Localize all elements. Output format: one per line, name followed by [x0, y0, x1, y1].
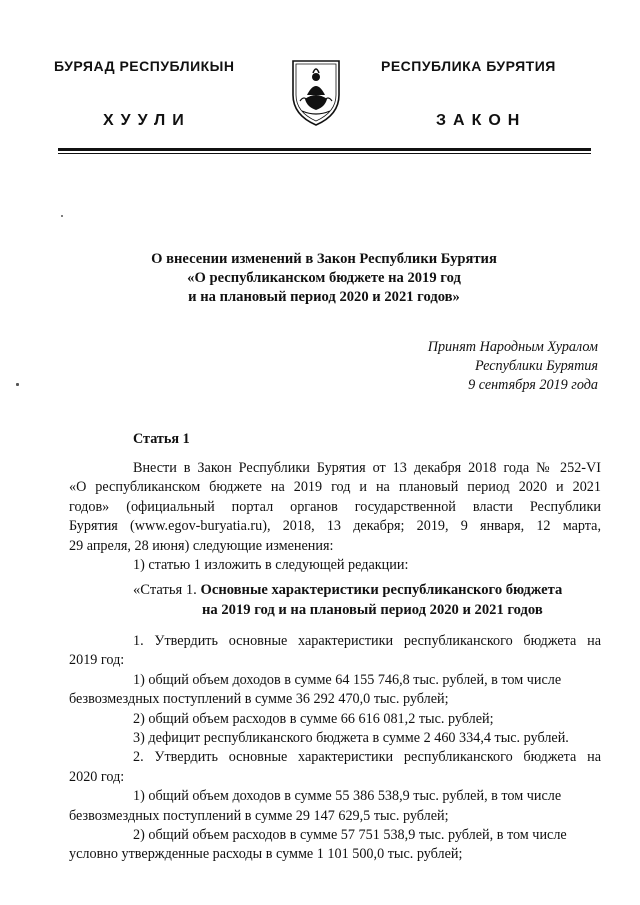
header-doc-type-buryat: ХУУЛИ — [103, 112, 191, 129]
paragraph-line: Бурятия (www.egov-buryatia.ru), 2018, 13 декабря; 2019, 9 января, 12 марта, — [69, 518, 601, 535]
adoption-note-line: Принят Народным Хуралом — [427, 339, 598, 355]
scan-speck — [61, 215, 63, 217]
paragraph-line: 2) общий объем расходов в сумме 66 616 081,2 тыс. рублей; — [133, 710, 494, 727]
header-divider-thick — [58, 148, 591, 151]
adoption-note — [370, 338, 598, 395]
scan-speck — [16, 383, 19, 386]
quoted-article-prefix: «Статья 1. — [133, 582, 201, 598]
paragraph-line: 2019 год: — [69, 652, 125, 669]
quoted-article-title — [133, 580, 593, 620]
article-body — [69, 632, 601, 865]
paragraph-line: 1) общий объем доходов в сумме 64 155 746,8 тыс. рублей, в том числе — [133, 671, 562, 688]
adoption-note-line: 9 сентября 2019 года — [468, 377, 598, 393]
law-title — [150, 250, 498, 307]
header-title-russian: РЕСПУБЛИКА БУРЯТИЯ — [381, 58, 556, 74]
quoted-article-title-bold: на 2019 год и на плановый период 2020 и 2021 годов — [202, 602, 543, 618]
paragraph-line: годов» (официальный портал органов государственной власти Республики — [69, 498, 601, 515]
paragraph-line: Внести в Закон Республики Бурятия от 13 декабря 2018 года № 252-VI — [133, 460, 601, 476]
paragraph-line: 2020 год: — [69, 768, 125, 785]
header-title-buryat: БУРЯАД РЕСПУБЛИКЫН — [54, 58, 235, 74]
law-title-line: «О республиканском бюджете на 2019 год — [187, 270, 461, 286]
paragraph-line: 1) статью 1 изложить в следующей редакции: — [133, 556, 409, 573]
paragraph-line: «О республиканском бюджете на 2019 год и на плановый период 2020 и 2021 — [69, 479, 601, 496]
paragraph-line: 2) общий объем расходов в сумме 57 751 538,9 тыс. рублей, в том числе — [133, 826, 567, 843]
law-title-line: О внесении изменений в Закон Республики Бурятия — [151, 251, 497, 267]
header-doc-type-russian: ЗАКОН — [436, 112, 527, 129]
paragraph-line: 2. Утвердить основные характеристики республиканского бюджета на — [133, 749, 601, 766]
header-divider-thin — [58, 153, 591, 154]
coat-of-arms-icon — [289, 55, 343, 127]
paragraph-line: 3) дефицит республиканского бюджета в сумме 2 460 334,4 тыс. рублей. — [133, 729, 569, 746]
paragraph-line: безвозмездных поступлений в сумме 36 292 470,0 тыс. рублей; — [69, 691, 449, 708]
article-heading: Статья 1 — [133, 431, 190, 447]
paragraph-line: 1) общий объем доходов в сумме 55 386 538,9 тыс. рублей, в том числе — [133, 788, 562, 805]
law-title-line: и на плановый период 2020 и 2021 годов» — [188, 289, 460, 305]
paragraph-line: безвозмездных поступлений в сумме 29 147 629,5 тыс. рублей; — [69, 807, 449, 824]
article-intro — [69, 459, 601, 575]
quoted-article-title-bold: Основные характеристики республиканского бюджета — [200, 582, 563, 598]
paragraph-line: условно утвержденные расходы в сумме 1 101 500,0 тыс. рублей; — [69, 846, 463, 863]
adoption-note-line: Республики Бурятия — [474, 358, 598, 374]
paragraph-line: 1. Утвердить основные характеристики республиканского бюджета на — [133, 633, 601, 649]
paragraph-line: 29 апреля, 28 июня) следующие изменения: — [69, 537, 334, 554]
